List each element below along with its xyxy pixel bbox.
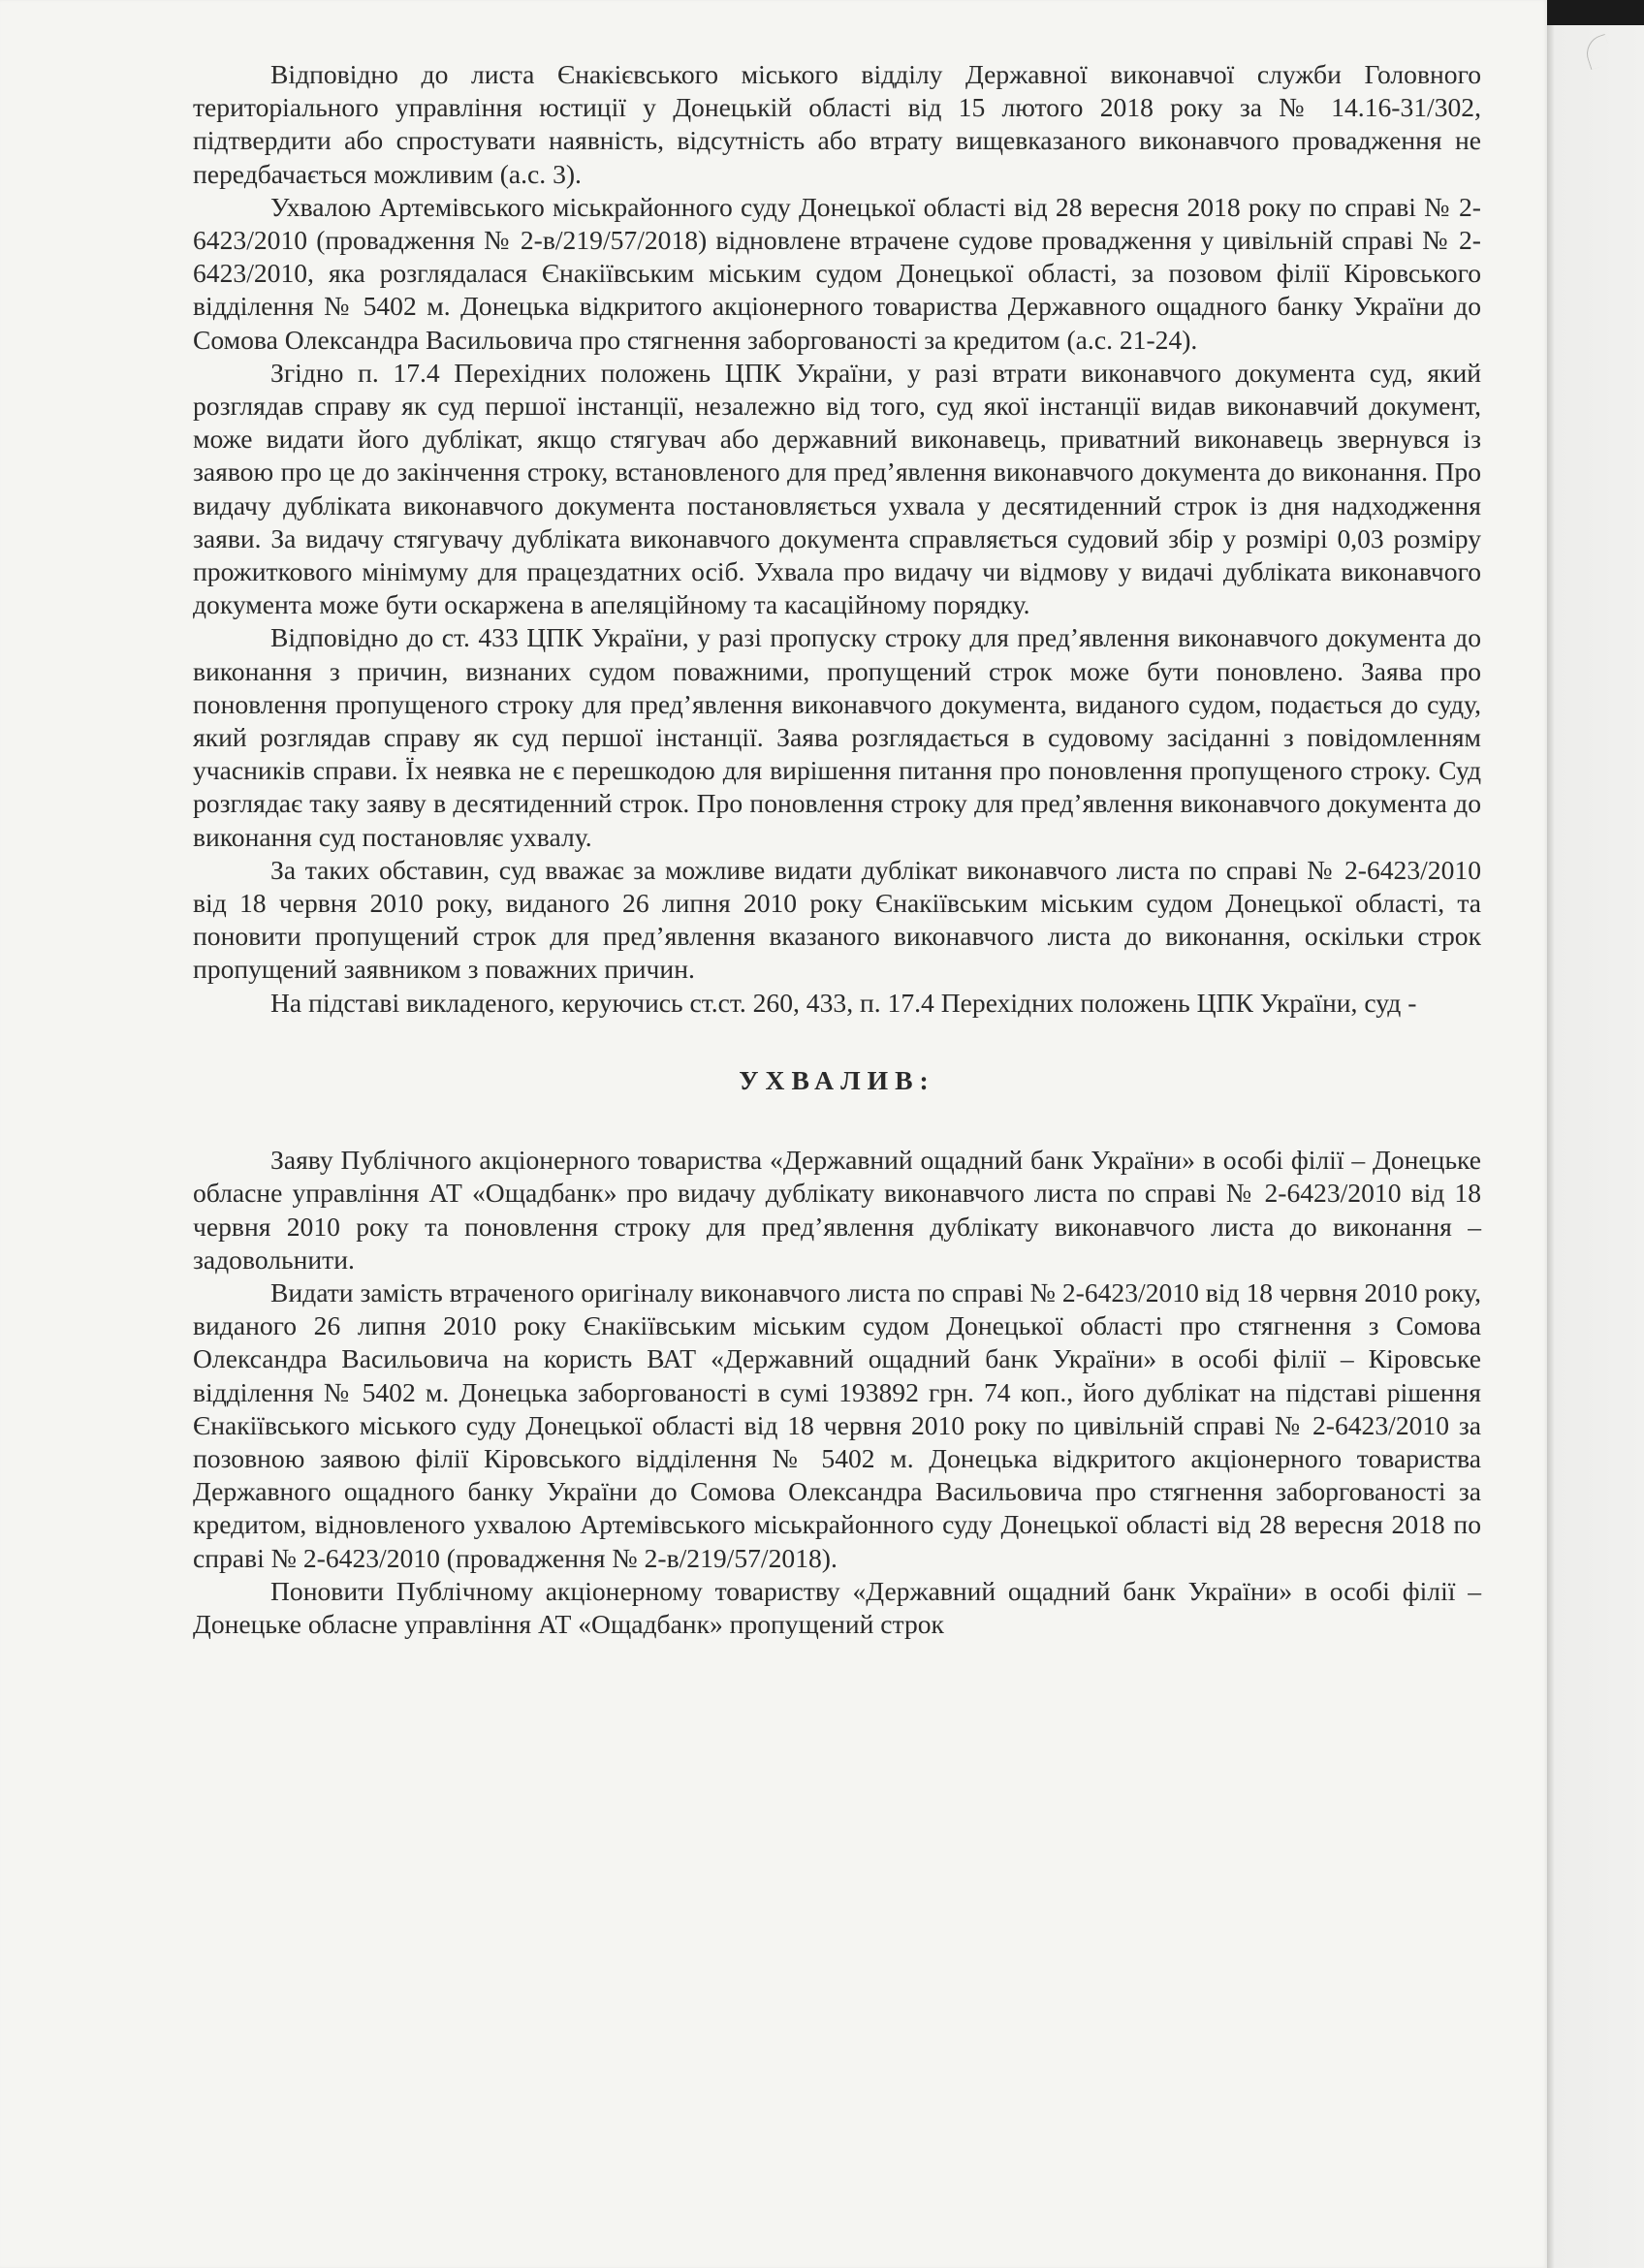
document-body [193,58,1481,1641]
paragraph-za-takykh-obstavyn: За таких обставин, суд вважає за можливе видати дублікат виконавчого листа по справі № 2-6423/2010 від 18 червня 2010 року, виданого 26 липня 2010 року Єнакіївським міським судом Донецької області, та поновити пропущений строк для пред’явлення вказаного виконавчого листа до виконання, оскільки строк пропущений заявником з поважних причин. [193,854,1481,985]
paragraph-vydaty-dublikat: Видати замість втраченого оригіналу виконавчого листа по справі № 2-6423/2010 від 18 червня 2010 року, виданого 26 липня 2010 року Єнакіївським міським судом Донецької області про стягнення з Сомова Олександра Васильовича на користь ВАТ «Державний ощадний банк України» в особі філії – Кіровське відділення № 5402 м. Донецька заборгованості в сумі 193892 грн. 74 коп., його дублікат на підставі рішення Єнакіївського міського суду Донецької області від 18 червня 2010 року по цивільній справі № 2-6423/2010 за позовною заявою філії Кіровського відділення № 5402 м. Донецька відкритого акціонерного товариства Державного ощадного банку України до Сомова Олександра Васильовича про стягнення заборгованості за кредитом, відновленого ухвалою Артемівського міськрайонного суду Донецької області від 28 вересня 2018 по справі № 2-6423/2010 (провадження № 2-в/219/57/2018). [193,1276,1481,1573]
paragraph-st-433: Відповідно до ст. 433 ЦПК України, у разі пропуску строку для пред’явлення виконавчого документа до виконання з причин, визнаних судом поважними, пропущений строк може бути поновлено. Заява про поновлення пропущеного строку для пред’явлення виконавчого документа, виданого судом, подається до суду, який розглядав справу як суд першої інстанції. Заява розглядається в судовому засіданні з повідомленням учасників справи. Їх неявка не є перешкодою для вирішення питання про поновлення пропущеного строку. Суд розглядає таку заяву в десятиденний строк. Про поновлення строку для пред’явлення виконавчого документа до виконання суд постановляє ухвалу. [193,622,1481,852]
page-edge-shadow [1547,0,1644,2268]
paragraph-ukhvaloiu-artemivskoho: Ухвалою Артемівського міськрайонного суду Донецької області від 28 вересня 2018 року по справі № 2-6423/2010 (провадження № 2-в/219/57/2018) відновлене втрачене судове провадження у цивільній справі № 2-6423/2010, яка розглядалася Єнакіївським міським судом Донецької області, за позовом філії Кіровського відділення № 5402 м. Донецька відкритого акціонерного товариства Державного ощадного банку України до Сомова Олександра Васильовича про стягнення заборгованості за кредитом (а.с. 21-24). [193,191,1481,355]
scanner-border [1547,0,1644,25]
decision-heading: УХВАЛИВ: [739,1064,935,1095]
paragraph-zghidno-p-17-4: Згідно п. 17.4 Перехідних положень ЦПК України, у разі втрати виконавчого документа суд, який розглядав справу як суд першої інстанції, незалежно від того, суд якої інстанції видав виконавчий документ, може видати його дублікат, якщо стягувач або державний виконавець, приватний виконавець звернувся із заявою про це до закінчення строку, встановленого для пред’явлення виконавчого документа до виконання. Про видачу дубліката виконавчого документа постановляється ухвала у десятиденний строк із дня надходження заяви. За видачу стягувачу дубліката виконавчого документа справляється судовий збір у розмірі 0,03 розміру прожиткового мінімуму для працездатних осіб. Ухвала про видачу чи відмову у видачі дубліката виконавчого документа може бути оскаржена в апеляційному та касаційному порядку. [193,357,1481,620]
paragraph-ponovyty-strok: Поновити Публічному акціонерному товариству «Державний ощадний банк України» в особі філії – Донецьке обласне управління АТ «Ощадбанк» пропущений строк [193,1575,1481,1639]
paragraph-na-pidstavi: На підставі викладеного, керуючись ст.ст. 260, 433, п. 17.4 Перехідних положень ЦПК України, суд - [270,987,1417,1018]
paragraph-zaiavu-zadovolnyty: Заяву Публічного акціонерного товариства «Державний ощадний банк України» в особі філії – Донецьке обласне управління АТ «Ощадбанк» про видачу дублікату виконавчого листа по справі № 2-6423/2010 від 18 червня 2010 року та поновлення строку для пред’явлення дублікату виконавчого листа до виконання – задовольнити. [193,1145,1481,1275]
paragraph-vidpovidno-lysta: Відповідно до листа Єнакієвського міського відділу Державної виконавчої служби Головного територіального управління юстиції у Донецькій області від 15 лютого 2018 року за № 14.16-31/302, підтвердити або спростувати наявність, відсутність або втрату вищевказаного виконавчого провадження не передбачається можливим (а.с. 3). [193,59,1481,189]
